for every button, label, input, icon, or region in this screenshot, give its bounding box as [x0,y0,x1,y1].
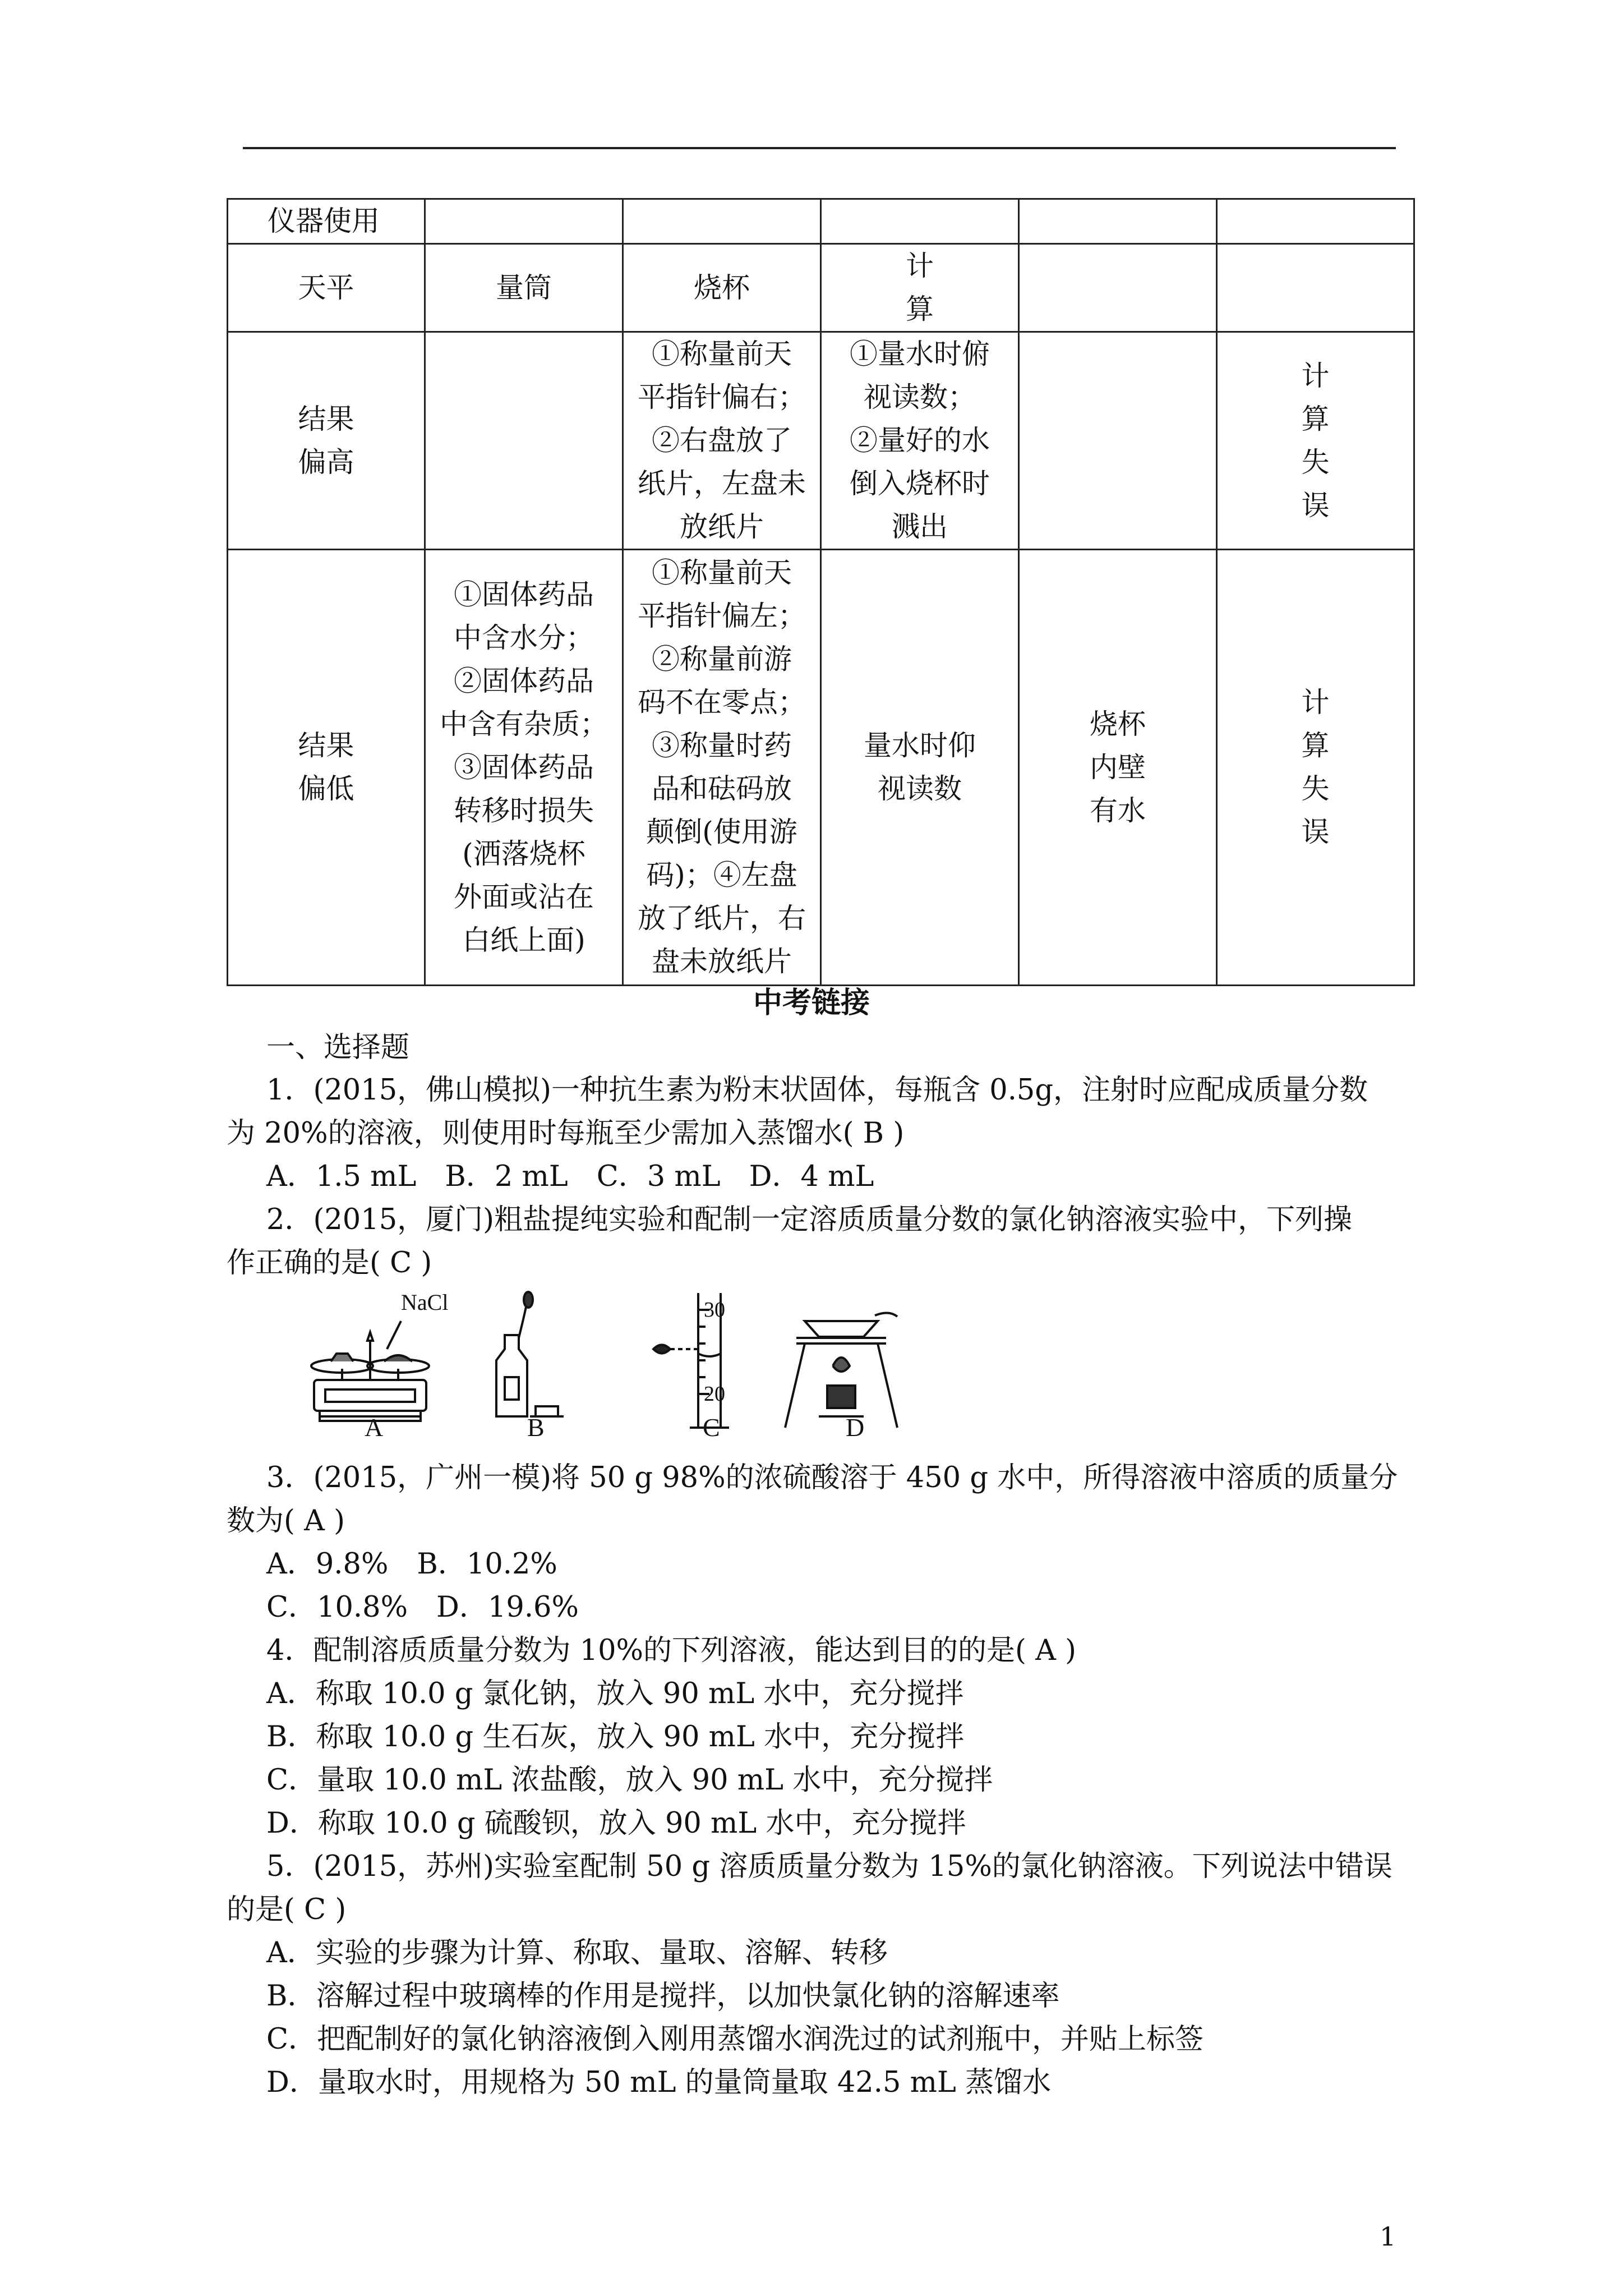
reagent-bottle-icon [496,1292,564,1416]
cell-line: 盘未放纸片 [652,945,792,978]
cell-line: 计 [906,250,934,282]
table-cell [821,332,1019,550]
cell-line: 放了纸片，右 [638,902,806,935]
option-text: C．10.8% D．19.6% [266,1591,579,1624]
cell-line: 平指针偏右； [638,381,806,413]
option-text: A．实验的步骤为计算、称取、量取、溶解、转移 [266,1936,888,1970]
table-cell [623,244,821,332]
option-text: C．把配制好的氯化钠溶液倒入刚用蒸馏水润洗过的试剂瓶中，并贴上标签 [266,2023,1204,2056]
table-cell [623,550,821,986]
cell-line: 结果 [298,402,354,435]
question-text: 4．配制溶质质量分数为 10%的下列溶液，能达到目的的是( A ) [266,1634,1077,1667]
question-text: 5．(2015，苏州)实验室配制 50 g 溶质质量分数为 15%的氯化钠溶液。下列说法中错误 [266,1850,1393,1883]
evaporating-dish-icon [785,1313,897,1428]
cell-line: 量筒 [496,271,552,304]
table-cell [821,199,1019,244]
cell-line: 失 [1301,445,1330,478]
table-cell [821,550,1019,986]
cell-line: (洒落烧杯 [462,837,585,870]
cell-line: 烧杯 [694,271,750,304]
cell-line: 计 [1301,686,1330,719]
cell-line: 外面或沾在 [454,880,594,913]
question-text: 2．(2015，厦门)粗盐提纯实验和配制一定溶质质量分数的氯化钠溶液实验中，下列操 [266,1203,1353,1236]
cell-line: ②称量前游 [652,643,792,675]
option-text: B．称取 10.0 g 生石灰，放入 90 mL 水中，充分搅拌 [266,1720,965,1754]
cell-line: 视读数 [878,772,962,805]
cell-line: 算 [1301,729,1330,762]
page-number: 1 [1380,2221,1396,2252]
cell-line: 天平 [298,271,354,304]
cell-line: 烧杯 [1090,707,1146,740]
cell-line: ①称量前天 [652,338,792,370]
cell-line: 算 [1301,402,1330,435]
cell-line: 品和砝码放 [652,772,792,805]
table-cell [1019,199,1217,244]
cell-line: 颠倒(使用游 [646,816,797,848]
figure-label-a: A [365,1413,384,1442]
table-cell [228,199,425,244]
question-text: 为 20%的溶液，则使用时每瓶至少需加入蒸馏水( B ) [227,1117,905,1150]
option-text: A．1.5 mL B．2 mL C．3 mL D．4 mL [266,1160,874,1193]
cell-line: 量水时仰 [864,729,976,762]
cell-line: ③称量时药 [652,729,792,762]
cell-line: 视读数； [864,381,976,413]
table-cell [1217,332,1414,550]
option-text: B．溶解过程中玻璃棒的作用是搅拌，以加快氯化钠的溶解速率 [266,1980,1060,2013]
option-text: A．称取 10.0 g 氯化钠，放入 90 mL 水中，充分搅拌 [266,1677,964,1710]
cylinder-tick-30: 30 [704,1298,725,1322]
table-cell [1217,199,1414,244]
cylinder-tick-20: 20 [704,1382,725,1406]
table-row-result-low [228,550,1414,986]
option-text: A．9.8% B．10.2% [266,1548,557,1581]
table-cell [425,244,623,332]
figure-label-b: B [527,1413,545,1442]
cell-line: 算 [906,293,934,325]
option-text: C．量取 10.0 mL 浓盐酸，放入 90 mL 水中，充分搅拌 [266,1764,993,1797]
table-cell [228,244,425,332]
table-cell [1019,550,1217,986]
figure-label-c: C [703,1413,720,1442]
cell-line: 倒入烧杯时 [850,467,990,500]
cell-line: 偏低 [298,772,354,805]
cell-line: ①称量前天 [652,556,792,589]
table-row [228,199,1414,244]
cell-line: 转移时损失 [454,794,594,827]
cell-line: 失 [1301,772,1330,805]
question-text: 数为( A ) [227,1504,345,1538]
cell-line: 内壁 [1090,751,1146,784]
section-subtitle-text: 一、选择题 [266,1031,410,1064]
cell-line: ①量水时俯 [850,338,990,370]
lab-operations-figure [303,1287,920,1450]
option-text: D．量取水时，用规格为 50 mL 的量筒量取 42.5 mL 蒸馏水 [266,2066,1052,2099]
table-cell [425,332,623,550]
cell-line: 码不在零点； [638,686,806,719]
table-row-result-high [228,332,1414,550]
table-cell [1217,550,1414,986]
cell-line: 仪器使用 [268,205,380,237]
question-text: 3．(2015，广州一模)将 50 g 98%的浓硫酸溶于 450 g 水中，所得溶液中溶质的质量分 [266,1461,1398,1494]
cell-line: 误 [1301,816,1330,848]
cell-line: ②右盘放了 [652,424,792,457]
header-rule [243,147,1396,149]
table-cell [1217,244,1414,332]
table-cell [1019,332,1217,550]
table-cell [425,550,623,986]
balance-icon [311,1321,429,1421]
error-analysis-table [227,198,1415,986]
cell-line: 溅出 [892,510,948,543]
cell-line: 有水 [1090,794,1146,827]
question-text: 作正确的是( C ) [227,1246,432,1280]
cell-line: 纸片，左盘未 [638,467,806,500]
question-text: 的是( C ) [227,1893,347,1926]
cell-line: ③固体药品 [454,751,594,784]
table-cell [228,550,425,986]
figure-label-nacl: NaCl [401,1290,449,1315]
cell-line: ①固体药品 [454,578,594,611]
table-row [228,244,1414,332]
table-cell [821,244,1019,332]
option-text: D．称取 10.0 g 硫酸钡，放入 90 mL 水中，充分搅拌 [266,1807,966,1840]
cell-line: 偏高 [298,445,354,478]
cell-line: ②量好的水 [850,424,990,457]
cell-line: 中含水分； [454,621,594,654]
table-cell [228,332,425,550]
table-cell [623,199,821,244]
cell-line: 放纸片 [680,510,764,543]
section-title: 中考链接 [753,986,870,1020]
cell-line: ②固体药品 [454,664,594,697]
cell-line: 码)；④左盘 [646,859,797,891]
table-cell [425,199,623,244]
table-cell [623,332,821,550]
figure-label-d: D [846,1413,865,1442]
cell-line: 误 [1301,489,1330,522]
cell-line: 白纸上面) [462,923,585,956]
question-text: 1．(2015，佛山模拟)一种抗生素为粉末状固体，每瓶含 0.5g，注射时应配成质量分数 [266,1074,1368,1107]
table-cell [1019,244,1217,332]
cell-line: 计 [1301,359,1330,392]
cell-line: 平指针偏左； [638,600,806,632]
cell-line: 中含有杂质； [440,707,608,740]
cell-line: 结果 [298,729,354,762]
